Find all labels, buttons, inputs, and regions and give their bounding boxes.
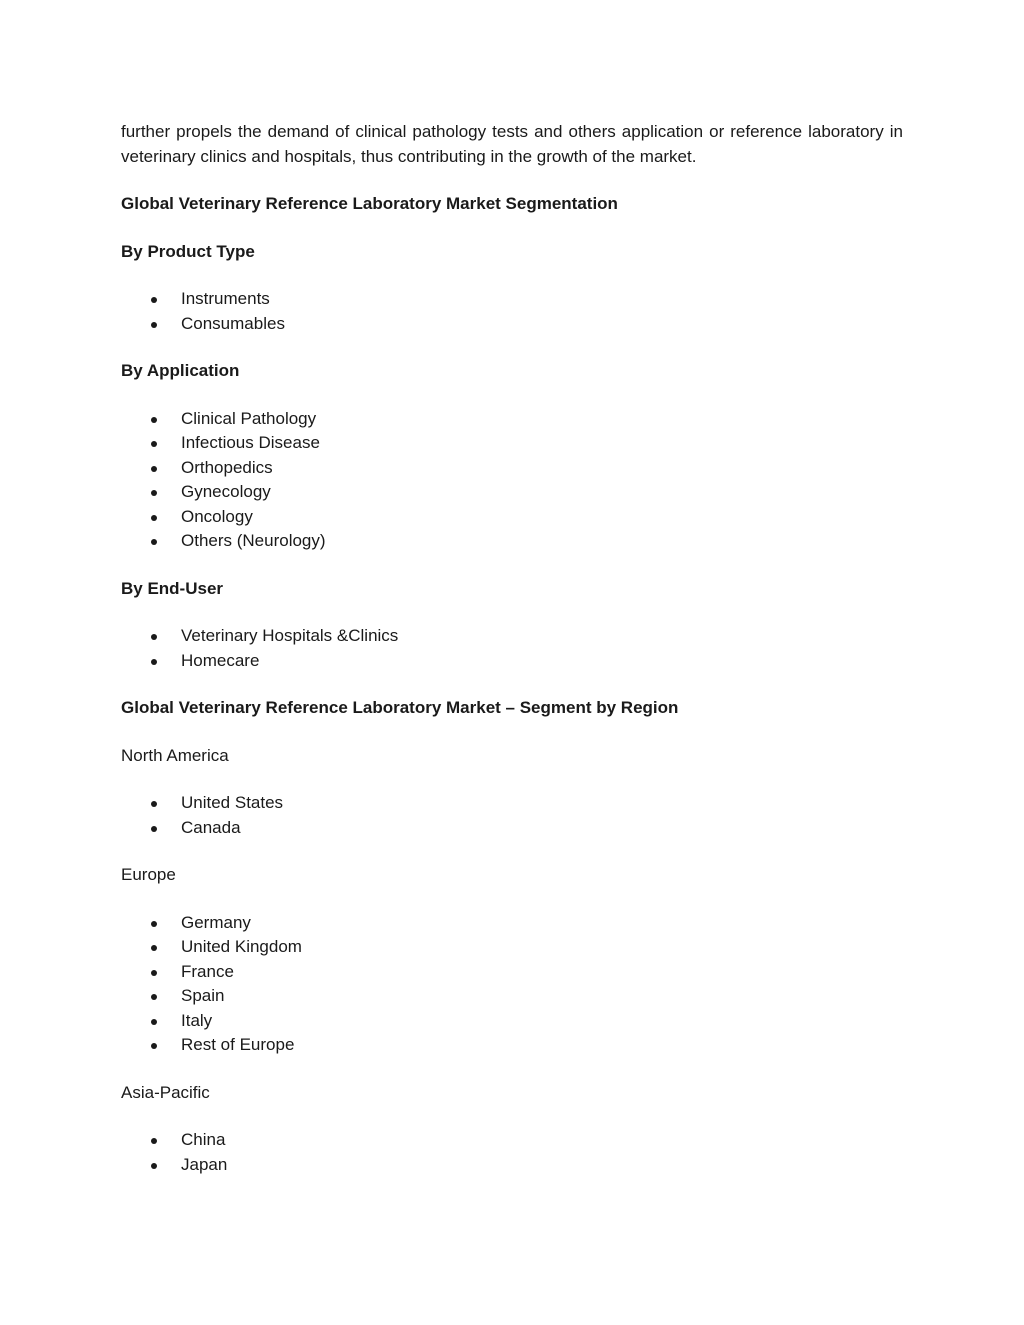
bullet-icon <box>151 994 157 1000</box>
segmentation-title: Global Veterinary Reference Laboratory Market Segmentation <box>121 194 618 213</box>
bullet-icon <box>151 322 157 328</box>
list-item <box>121 1153 903 1178</box>
list-item <box>121 407 903 432</box>
list-item <box>121 431 903 456</box>
list-item <box>121 791 903 816</box>
end-user-heading: By End-User <box>121 578 224 598</box>
list-item <box>121 1033 903 1058</box>
bullet-icon <box>151 1019 157 1025</box>
list-item <box>121 649 903 674</box>
list-item-label: Consumables <box>181 313 285 333</box>
north-america-heading: North America <box>121 745 229 765</box>
list-item <box>121 960 903 985</box>
bullet-icon <box>151 970 157 976</box>
region-title: Global Veterinary Reference Laboratory Market – Segment by Region <box>121 698 679 717</box>
bullet-icon <box>151 1138 157 1144</box>
list-item-label: United Kingdom <box>181 937 302 956</box>
document-page <box>121 120 903 1200</box>
list-item-label: Orthopedics <box>181 457 273 477</box>
list-item-label: Canada <box>181 817 241 837</box>
list-item-label: Gynecology <box>181 482 271 501</box>
list-item <box>121 456 903 481</box>
list-item <box>121 312 903 337</box>
list-item <box>121 624 903 649</box>
end-user-list <box>121 624 903 673</box>
europe-list <box>121 911 903 1058</box>
list-item-label: China <box>181 1130 226 1149</box>
product-type-heading: By Product Type <box>121 241 255 261</box>
list-item-label: Instruments <box>181 289 270 308</box>
list-item <box>121 984 903 1009</box>
bullet-icon <box>151 297 157 303</box>
list-item <box>121 1128 903 1153</box>
list-item-label: Spain <box>181 986 225 1005</box>
bullet-icon <box>151 826 157 832</box>
list-item <box>121 1009 903 1034</box>
list-item-label: Homecare <box>181 650 260 670</box>
list-item <box>121 935 903 960</box>
bullet-icon <box>151 921 157 927</box>
application-list <box>121 407 903 554</box>
europe-heading: Europe <box>121 865 176 884</box>
list-item <box>121 505 903 530</box>
list-item <box>121 816 903 841</box>
bullet-icon <box>151 634 157 640</box>
list-item-label: Veterinary Hospitals &Clinics <box>181 626 399 645</box>
bullet-icon <box>151 515 157 521</box>
intro-paragraph: further propels the demand of clinical pathology tests and others application or reference laboratory in veterinary clinics and hospitals, thus contributing in the growth of the market. <box>121 122 903 166</box>
bullet-icon <box>151 466 157 472</box>
asia-pacific-list <box>121 1128 903 1177</box>
bullet-icon <box>151 417 157 423</box>
list-item-label: Rest of Europe <box>181 1035 295 1054</box>
asia-pacific-heading: Asia-Pacific <box>121 1082 210 1102</box>
list-item <box>121 287 903 312</box>
bullet-icon <box>151 490 157 496</box>
list-item-label: France <box>181 961 234 981</box>
list-item-label: Italy <box>181 1010 213 1030</box>
bullet-icon <box>151 539 157 545</box>
list-item <box>121 480 903 505</box>
list-item <box>121 911 903 936</box>
list-item-label: Germany <box>181 912 251 932</box>
list-item-label: Others (Neurology) <box>181 531 326 550</box>
list-item-label: United States <box>181 793 284 812</box>
north-america-list <box>121 791 903 840</box>
list-item <box>121 529 903 554</box>
bullet-icon <box>151 441 157 447</box>
list-item-label: Japan <box>181 1154 228 1174</box>
bullet-icon <box>151 1163 157 1169</box>
list-item-label: Infectious Disease <box>181 433 320 452</box>
bullet-icon <box>151 801 157 807</box>
list-item-label: Clinical Pathology <box>181 408 317 428</box>
list-item-label: Oncology <box>181 506 253 526</box>
bullet-icon <box>151 1043 157 1049</box>
product-type-list <box>121 287 903 336</box>
bullet-icon <box>151 659 157 665</box>
bullet-icon <box>151 945 157 951</box>
application-heading: By Application <box>121 361 240 380</box>
